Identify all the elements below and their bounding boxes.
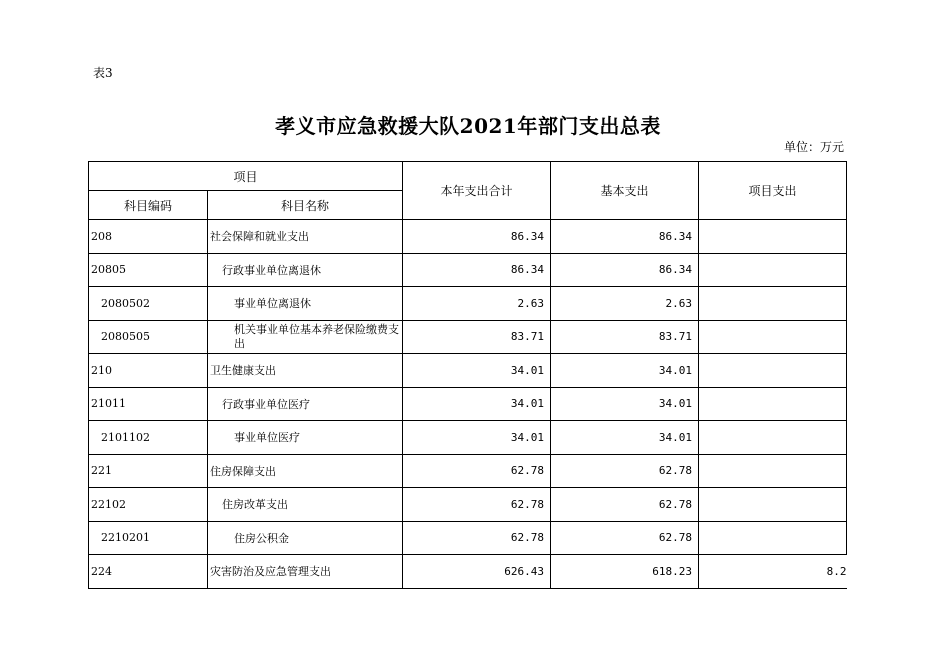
cell-total: 2.63 <box>403 287 551 321</box>
cell-total: 626.43 <box>403 555 551 589</box>
cell-basic: 618.23 <box>551 555 699 589</box>
table-row <box>89 555 847 589</box>
cell-total: 86.34 <box>403 220 551 254</box>
header-name: 科目名称 <box>208 191 403 220</box>
cell-code: 20805 <box>89 253 208 287</box>
cell-project-expenditure <box>699 320 847 354</box>
page-title: 孝义市应急救援大队2021年部门支出总表 <box>275 114 661 138</box>
cell-code: 2101102 <box>89 421 208 455</box>
cell-total: 34.01 <box>403 421 551 455</box>
table-row <box>89 421 847 455</box>
cell-name: 住房保障支出 <box>208 454 403 488</box>
cell-basic: 34.01 <box>551 421 699 455</box>
cell-total: 86.34 <box>403 253 551 287</box>
table-row <box>89 354 847 388</box>
cell-basic: 62.78 <box>551 488 699 522</box>
header-basic: 基本支出 <box>551 162 699 220</box>
header-total: 本年支出合计 <box>403 162 551 220</box>
cell-project-expenditure <box>699 287 847 321</box>
table-row <box>89 320 847 354</box>
cell-code: 221 <box>89 454 208 488</box>
cell-code: 210 <box>89 354 208 388</box>
cell-code: 224 <box>89 555 208 589</box>
cell-name: 行政事业单位离退休 <box>208 253 403 287</box>
cell-name: 住房改革支出 <box>208 488 403 522</box>
cell-project-expenditure <box>699 488 847 522</box>
cell-project-expenditure <box>699 454 847 488</box>
table-row <box>89 521 847 555</box>
table-row <box>89 454 847 488</box>
cell-basic: 34.01 <box>551 354 699 388</box>
table-row <box>89 220 847 254</box>
cell-project-expenditure <box>699 253 847 287</box>
cell-total: 62.78 <box>403 488 551 522</box>
cell-project-expenditure <box>699 220 847 254</box>
table-row <box>89 488 847 522</box>
cell-project-expenditure <box>699 354 847 388</box>
expenditure-table <box>88 161 847 589</box>
sheet-label: 表3 <box>93 66 113 80</box>
cell-basic: 62.78 <box>551 454 699 488</box>
header-project: 项目 <box>89 162 403 191</box>
table-row <box>89 387 847 421</box>
cell-project-expenditure <box>699 421 847 455</box>
cell-name: 社会保障和就业支出 <box>208 220 403 254</box>
cell-code: 2080502 <box>89 287 208 321</box>
cell-code: 2210201 <box>89 521 208 555</box>
header-code: 科目编码 <box>89 191 208 220</box>
cell-code: 21011 <box>89 387 208 421</box>
cell-code: 2080505 <box>89 320 208 354</box>
cell-basic: 62.78 <box>551 521 699 555</box>
cell-total: 62.78 <box>403 521 551 555</box>
table-row <box>89 287 847 321</box>
cell-name: 事业单位医疗 <box>208 421 403 455</box>
header-project-expenditure: 项目支出 <box>699 162 847 220</box>
cell-basic: 2.63 <box>551 287 699 321</box>
cell-basic: 86.34 <box>551 253 699 287</box>
cell-total: 34.01 <box>403 354 551 388</box>
cell-basic: 83.71 <box>551 320 699 354</box>
cell-basic: 86.34 <box>551 220 699 254</box>
cell-project-expenditure: 8.2 <box>699 555 847 589</box>
cell-name: 事业单位离退休 <box>208 287 403 321</box>
cell-name: 灾害防治及应急管理支出 <box>208 555 403 589</box>
table-row <box>89 253 847 287</box>
cell-code: 22102 <box>89 488 208 522</box>
cell-basic: 34.01 <box>551 387 699 421</box>
cell-total: 34.01 <box>403 387 551 421</box>
cell-project-expenditure <box>699 387 847 421</box>
cell-project-expenditure <box>699 521 847 555</box>
cell-name: 卫生健康支出 <box>208 354 403 388</box>
cell-name: 行政事业单位医疗 <box>208 387 403 421</box>
cell-total: 62.78 <box>403 454 551 488</box>
unit-label: 单位：万元 <box>783 140 844 154</box>
cell-code: 208 <box>89 220 208 254</box>
cell-name: 机关事业单位基本养老保险缴费支出 <box>208 320 403 354</box>
cell-total: 83.71 <box>403 320 551 354</box>
cell-name: 住房公积金 <box>208 521 403 555</box>
